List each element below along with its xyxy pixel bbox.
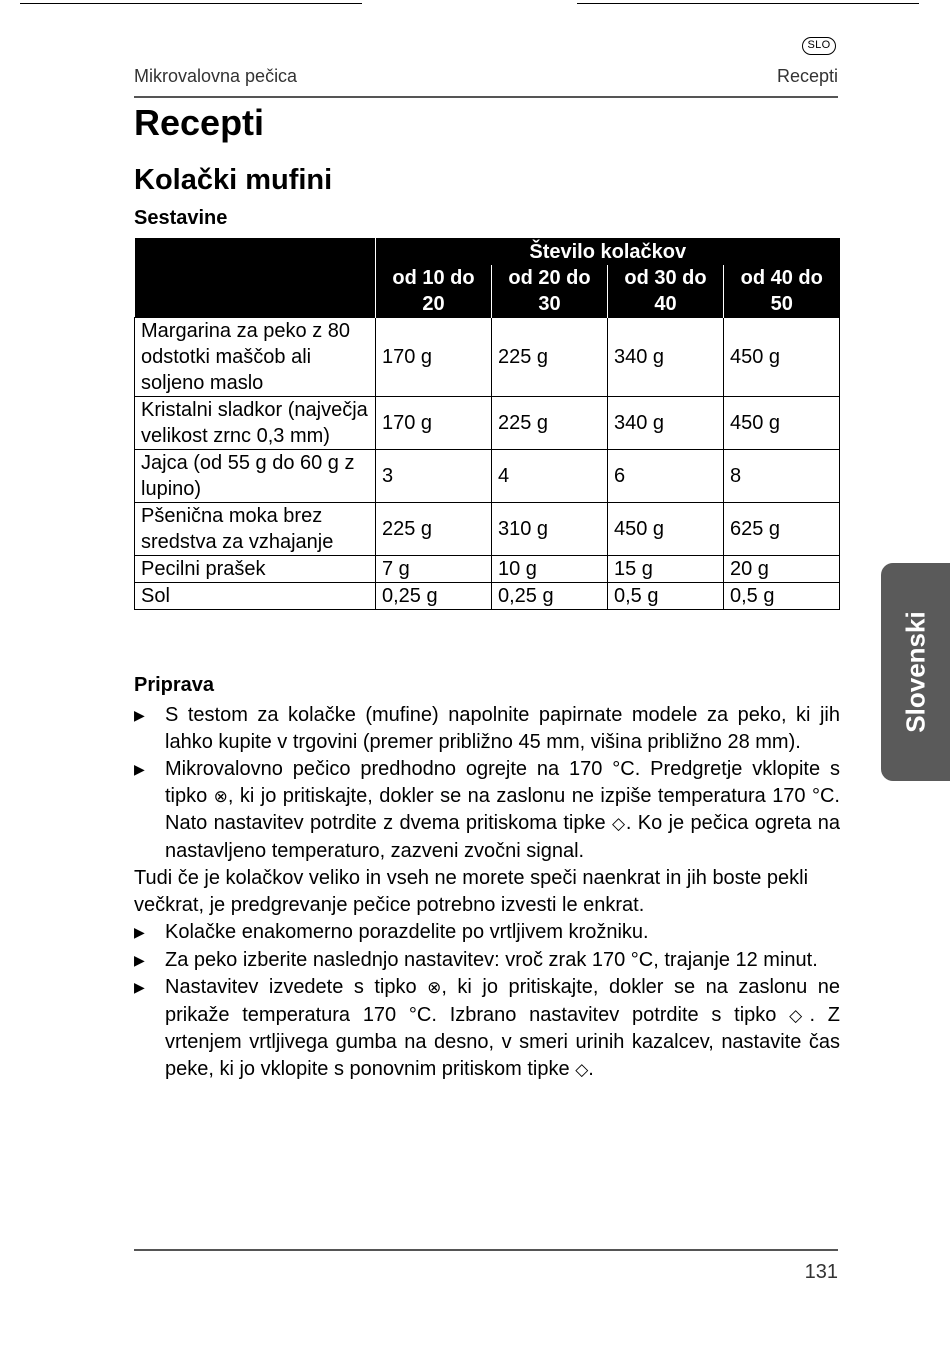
header-rule	[134, 96, 838, 98]
crop-mark-right	[577, 0, 919, 4]
amount-cell: 0,25 g	[492, 583, 608, 610]
instruction-item	[134, 947, 840, 974]
amount-cell: 225 g	[492, 397, 608, 450]
ingredient-name: Margarina za peko z 80 odstotki maščob ali soljeno maslo	[135, 318, 376, 397]
triangle-right-icon: ▶	[134, 951, 145, 968]
table-row	[135, 318, 840, 397]
ingredient-name: Sol	[135, 583, 376, 610]
amount-cell: 450 g	[608, 503, 724, 556]
triangle-right-icon: ▶	[134, 707, 145, 723]
column-header: od 10 do 20	[376, 265, 492, 318]
hot-air-key-icon: ⊗	[427, 978, 442, 998]
start-key-icon: ◇	[611, 814, 626, 834]
ingredients-heading: Sestavine	[134, 207, 228, 229]
table-row	[135, 583, 840, 610]
side-tab-label: Slovenski	[900, 611, 930, 733]
triangle-right-icon: ▶	[134, 924, 145, 940]
page-title: Recepti	[134, 102, 265, 143]
amount-cell: 7 g	[376, 556, 492, 583]
language-badge: SLO	[802, 37, 836, 55]
instruction-text: Nastavitev izvedete s tipko	[165, 976, 428, 998]
instruction-item	[134, 702, 840, 755]
amount-cell: 0,5 g	[724, 583, 840, 610]
table-group-header: Število kolačkov	[376, 238, 840, 265]
amount-cell: 225 g	[492, 318, 608, 397]
amount-cell: 170 g	[376, 318, 492, 397]
ingredient-name: Pšenična moka brez sredstva za vzhajanje	[135, 503, 376, 556]
instruction-text: .	[588, 1057, 594, 1080]
amount-cell: 20 g	[724, 556, 840, 583]
table-row	[135, 450, 840, 503]
table-corner-cell	[135, 238, 376, 318]
amount-cell: 10 g	[492, 556, 608, 583]
instruction-item	[134, 756, 840, 864]
amount-cell: 625 g	[724, 503, 840, 556]
preparation-heading: Priprava	[134, 674, 215, 696]
amount-cell: 4	[492, 450, 608, 503]
ingredient-name: Pecilni prašek	[135, 556, 376, 583]
amount-cell: 450 g	[724, 397, 840, 450]
column-header: od 20 do 30	[492, 265, 608, 318]
amount-cell: 310 g	[492, 503, 608, 556]
amount-cell: 0,25 g	[376, 583, 492, 610]
table-row	[135, 556, 840, 583]
amount-cell: 340 g	[608, 397, 724, 450]
triangle-right-icon: ▶	[134, 761, 145, 777]
instruction-text: Mikrovalovno pečico predhodno ogrejte na 170 °C. Predgretje vklopite s tipko	[165, 758, 840, 807]
table-row	[135, 397, 840, 450]
amount-cell: 15 g	[608, 556, 724, 583]
amount-cell: 170 g	[376, 397, 492, 450]
amount-cell: 0,5 g	[608, 583, 724, 610]
amount-cell: 6	[608, 450, 724, 503]
amount-cell: 340 g	[608, 318, 724, 397]
hot-air-key-icon: ⊗	[213, 786, 228, 807]
start-key-icon: ◇	[575, 1059, 589, 1080]
instruction-text: . Ko je pečica ogreta na nastavljeno temperaturo, zazveni zvočni signal.	[165, 812, 841, 862]
column-header: od 30 do 40	[608, 265, 724, 318]
language-side-tab	[881, 563, 950, 781]
instruction-text: S testom za kolačke (mufine) napolnite papirnate modele za peko, ki jih lahko kupite v trgovini (premer približno 45 mm, višina približno 28 mm).	[165, 704, 840, 753]
ingredient-name: Kristalni sladkor (največja velikost zrnc 0,3 mm)	[135, 397, 376, 450]
amount-cell: 450 g	[724, 318, 840, 397]
page-number: 131	[804, 1261, 838, 1283]
amount-cell: 3	[376, 450, 492, 503]
running-header-left: Mikrovalovna pečica	[134, 66, 298, 86]
crop-mark-left	[20, 0, 362, 4]
ingredients-table	[134, 238, 840, 610]
footer-rule	[134, 1249, 838, 1251]
amount-cell: 225 g	[376, 503, 492, 556]
instruction-text: , ki jo pritiskajte, dokler se na zaslonu ne prikaže temperatura 170 °C. Izbrano nastavitev potrdite s tipko	[165, 976, 840, 1026]
instruction-text: Za peko izberite naslednjo nastavitev: vroč zrak 170 °C, trajanje 12 minut.	[165, 948, 818, 971]
table-row	[135, 503, 840, 556]
column-header: od 40 do 50	[724, 265, 840, 318]
instruction-text: . Z vrtenjem vrtljivega gumba na desno, v smeri urinih kazalcev, nastavite čas peke, ki jo vklopite s ponovnim pritiskom tipke	[165, 1003, 840, 1080]
triangle-right-icon: ▶	[134, 979, 145, 995]
preparation-body	[134, 702, 840, 1084]
start-key-icon: ◇	[789, 1005, 810, 1026]
note-paragraph: Tudi če je kolačkov veliko in vseh ne morete speči naenkrat in jih boste pekli večkrat, je predgrevanje pečice potrebno izvesti le enkrat.	[134, 867, 809, 916]
ingredient-name: Jajca (od 55 g do 60 g z lupino)	[135, 450, 376, 503]
running-header-right: Recepti	[776, 66, 838, 86]
instruction-text: Kolačke enakomerno porazdelite po vrtljivem krožniku.	[165, 921, 649, 943]
instruction-item	[134, 919, 840, 946]
recipe-title: Kolački mufini	[134, 164, 333, 196]
amount-cell: 8	[724, 450, 840, 503]
instruction-item	[134, 974, 840, 1083]
instruction-text: , ki jo pritiskajte, dokler se na zaslonu ne izpiše temperatura 170 °C. Nato nastavitev potrdite z dvema pritiskoma tipke	[165, 784, 840, 834]
